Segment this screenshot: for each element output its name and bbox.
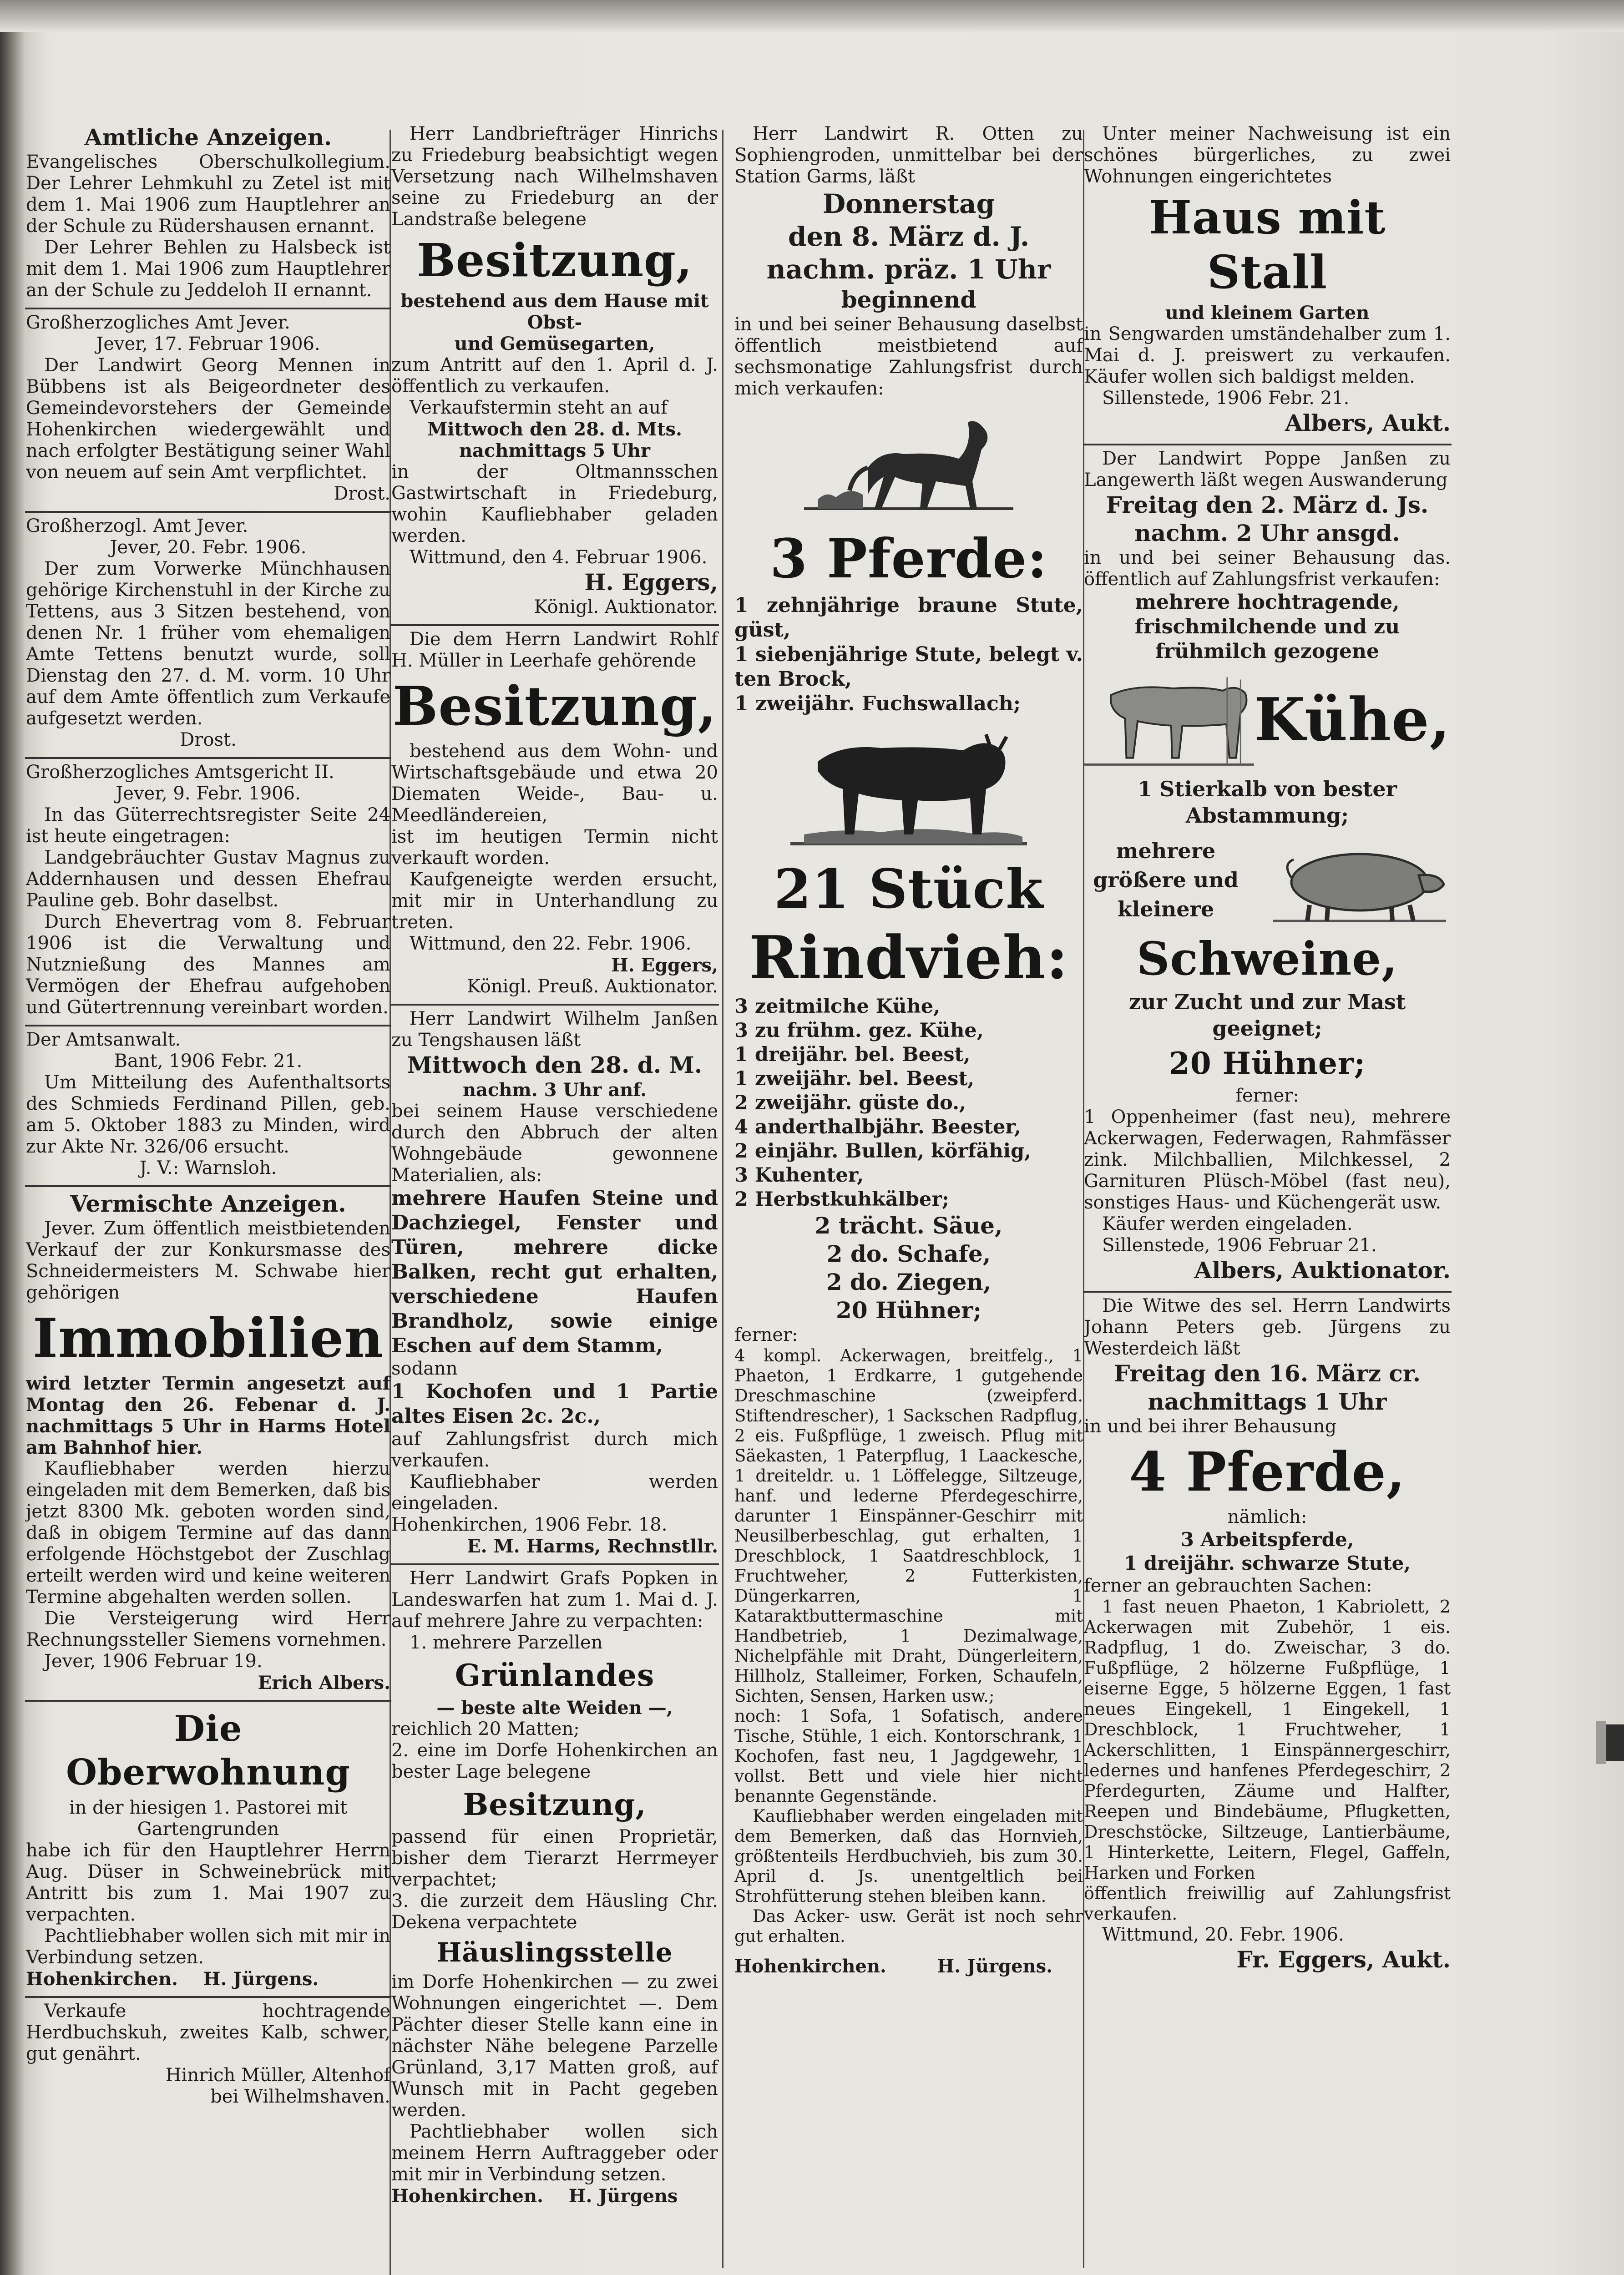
ad-headline: Rindvieh: bbox=[749, 923, 1068, 992]
ad-text: sodann bbox=[391, 1358, 458, 1379]
ad-oberwohnung bbox=[25, 1702, 391, 1998]
ad-item: 2 zweijähr. güste do., bbox=[734, 1092, 966, 1114]
ad-text: in und bei seiner Behausung das. öffentlich auf Zahlungsfrist verkaufen: bbox=[1084, 547, 1451, 590]
ad-text: 1 fast neuen Phaeton, 1 Kabriolett, 2 Ackerwagen mit Zubehör, 1 eis. Radpflug, 1 do. Zweischar, 3 do. Fußpflüge, 2 hölzerne Fußpflüge, 1 eiserne Egge, 5 hölzerne Eggen, 1 fast neues Eingekell, 1 Eingekell, 1 Dreschblock, 1 Fruchtweher, 1 Ackerschlitten, 1 Einspännergeschirr, ledernes und hanfenes Pferdegeschirr, 2 Pferdegurten, Zäume und Halfter, Reepen und Bindebäume, Pflugketten, Dreschstöcke, Siltzeuge, Lantierbäume, 1 Hinterkette, Leitern, Flegel, Gaffeln, Harken und Forken bbox=[1084, 1597, 1451, 1883]
ad-headline: Grünlandes bbox=[455, 1658, 655, 1693]
notice-heading: Großherzogl. Amt Jever. bbox=[26, 516, 248, 536]
ad-besitzung-friedeburg bbox=[390, 121, 719, 626]
ad-headline: Immobilien bbox=[32, 1306, 384, 1370]
ad-headline: 21 Stück bbox=[774, 857, 1044, 920]
ad-text: Die dem Herrn Landwirt Rohlf H. Müller in Leerhafe gehörende bbox=[391, 629, 718, 671]
ad-text: öffentlich freiwillig auf Zahlungsfrist verkaufen. bbox=[1084, 1883, 1451, 1924]
ad-text: Verkaufe hochtragende Herdbuchskuh, zweites Kalb, schwer, gut genährt. bbox=[26, 2001, 390, 2064]
ad-item: 3 zu frühm. gez. Kühe, bbox=[734, 1019, 984, 1042]
notice-signature: Drost. bbox=[334, 483, 390, 504]
ad-item-large: 20 Hühner; bbox=[836, 1297, 981, 1324]
official-notice-amtsgericht bbox=[25, 759, 391, 1026]
cow-illustration bbox=[1084, 667, 1254, 772]
ad-date: Wittmund, den 22. Febr. 1906. bbox=[410, 933, 692, 954]
ad-headline: Besitzung, bbox=[417, 233, 693, 287]
ad-date: Hohenkirchen, 1906 Febr. 18. bbox=[391, 1514, 668, 1535]
scan-edge-tab bbox=[1606, 1724, 1624, 1761]
ad-headline: Kühe, bbox=[1254, 685, 1451, 754]
ad-signature-title: Königl. Preuß. Auktionator. bbox=[467, 976, 718, 997]
ad-subhead: 3 Arbeitspferde, bbox=[1180, 1528, 1354, 1551]
ad-date-line: nachm. 3 Uhr anf. bbox=[462, 1079, 647, 1101]
ad-signature: bei Wilhelmshaven. bbox=[210, 2086, 390, 2107]
ad-list-item: 3. die zurzeit dem Häusling Chr. Dekena verpachtete bbox=[391, 1891, 718, 1933]
ad-text: Jever. Zum öffentlich meistbietenden Verkauf der zur Konkursmasse des Schneidermeisters M. Schwabe hier gehörigen bbox=[26, 1218, 390, 1303]
ad-subhead: zur Zucht und zur Mast geeignet; bbox=[1128, 990, 1406, 1041]
ad-signature-place: Hohenkirchen. bbox=[26, 1968, 178, 1990]
ad-text: Die Versteigerung wird Herr Rechnungssteller Siemens vornehmen. bbox=[26, 1608, 390, 1650]
ad-item-list: mehrere Haufen Steine und Dachziegel, Fenster und Türen, mehrere dicke Balken, recht gut erhalten, verschiedene Haufen Brandholz, sowie einige Eschen auf dem Stamm, bbox=[391, 1187, 718, 1357]
ad-text: in und bei seiner Behausung daselbst öffentlich meistbietend auf sechsmonatige Zahlungsfrist durch mich verkaufen: bbox=[734, 314, 1083, 399]
ad-date-line: Freitag den 16. März cr. bbox=[1113, 1360, 1421, 1387]
ad-headline: Häuslingsstelle bbox=[436, 1937, 673, 1968]
ad-signature: E. M. Harms, Rechnstllr. bbox=[467, 1536, 718, 1557]
ad-immobilien bbox=[25, 1187, 391, 1702]
ad-headline: 3 Pferde: bbox=[769, 527, 1048, 590]
ad-signature-place: Hohenkirchen. bbox=[734, 1956, 886, 1977]
ad-item-large: 2 do. Ziegen, bbox=[826, 1269, 992, 1295]
ad-text: in der hiesigen 1. Pastorei mit Gartengrunden bbox=[69, 1797, 348, 1840]
notice-signature: J. V.: Warnsloh. bbox=[139, 1158, 277, 1178]
notice-text: Evangelisches Oberschulkollegium. Der Lehrer Lehmkuhl zu Zetel ist mit dem 1. Mai 1906 zum Hauptlehrer an der Schule zu Rüdershausen ernannt. bbox=[26, 152, 390, 237]
ad-item-large: 2 do. Schafe, bbox=[826, 1240, 991, 1267]
ad-text: in der Oltmannsschen Gastwirtschaft in Friedeburg, wohin Kaufliebhaber geladen werden. bbox=[391, 461, 718, 546]
ad-text: Kaufliebhaber werden eingeladen mit dem Bemerken, daß das Hornvieh, größtenteils Herdbuchvieh, bis zum 30. April d. Js. unentgeltlich bei Strohfütterung stehen bleiben kann. bbox=[734, 1806, 1083, 1906]
column-3 bbox=[734, 121, 1084, 2259]
ad-text: habe ich für den Hauptlehrer Herrn Aug. Düser in Schweinebrück mit Antritt bis zum 1. Mai 1907 zu verpachten. bbox=[26, 1840, 390, 1925]
notice-date: Jever, 17. Februar 1906. bbox=[96, 334, 320, 354]
horse-illustration bbox=[799, 404, 1018, 522]
ad-text: im Dorfe Hohenkirchen — zu zwei Wohnungen eingerichtet —. Dem Pächter dieser Stelle kann eine in nächster Nähe belegene Parzelle Grünland, 3,17 Matten groß, auf Wunsch mit in Pacht gegeben werden. bbox=[391, 1972, 718, 2121]
ad-date-line: nachm. 2 Uhr ansgd. bbox=[1134, 520, 1400, 546]
notice-text: Der Landwirt Georg Mennen in Bübbens ist als Beigeordneter des Gemeindevorstehers der Gemeinde Hohenkirchen wiedergewählt und nach erfolgter Bestätigung seiner Wahl von neuem auf sein Amt verpflichtet. bbox=[26, 355, 390, 483]
ad-text: noch: 1 Sofa, 1 Sofatisch, andere Tische, Stühle, 1 eich. Kontorschrank, 1 Kochofen, fast neu, 1 Jagdgewehr, 1 vollst. Bett und viele hier nicht benannte Gegenstände. bbox=[734, 1706, 1083, 1806]
official-notice-amt-jever-1 bbox=[25, 309, 391, 513]
notice-heading: Großherzogliches Amt Jever. bbox=[26, 312, 290, 333]
ad-text: Das Acker- usw. Gerät ist noch sehr gut erhalten. bbox=[734, 1906, 1083, 1946]
ad-subhead: 1 dreijähr. schwarze Stute, bbox=[1124, 1552, 1411, 1574]
ad-signature-place: Hohenkirchen. bbox=[391, 2185, 543, 2207]
ad-text: 4 kompl. Ackerwagen, breitfelg., 1 Phaeton, 1 Erdkarre, 1 gutgehende Dreschmaschine (zweipferd. Stiftendrescher), 1 Sackschen Radpflug, 2 eis. Fußpflüge, 1 zweisch. Pflug mit Säekasten, 1 Paterpflug, 1 Laackesche, 1 dreiteldr. u. 1 Löffelegge, Siltzeuge, hanf. und lederne Pferdegeschirre, darunter 1 Einspänner-Geschirr mit Neusilberbeschlag, gut erhalten, 1 Dreschblock, 1 Saatdreschblock, 1 Fruchtweher, 2 Futterkisten, Düngerkarren, 1 Kataraktbuttermaschine mit Handbetrieb, 1 Dezimalwage, Nichelpfähle mit Draht, Düngerleitern, Hillholz, Stalleimer, Forken, Schaufeln, Sichten, Sensen, Harken usw.; bbox=[734, 1346, 1083, 1706]
ad-headline: Haus mit Stall bbox=[1148, 191, 1386, 299]
official-notice-amtsanwalt bbox=[25, 1026, 391, 1187]
ad-herdbuchskuh bbox=[25, 1998, 391, 2114]
column-2 bbox=[390, 121, 719, 2273]
ad-text: wird letzter Termin angesetzt auf Montag den 26. Febenar d. J. nachmittags 5 Uhr in Harms Hotel am Bahnhof hier. bbox=[26, 1373, 390, 1458]
ad-text: bei seinem Hause verschiedene durch den Abbruch der alten Wohngebäude gewonnene Materialien, als: bbox=[391, 1101, 718, 1186]
ad-signature: Albers, Auktionator. bbox=[1194, 1257, 1451, 1284]
ad-signature: Albers, Aukt. bbox=[1285, 410, 1451, 436]
scan-edge-marker bbox=[1596, 1721, 1606, 1764]
ad-signature: Hinrich Müller, Altenhof bbox=[165, 2065, 390, 2086]
ad-signature: Erich Albers. bbox=[258, 1672, 390, 1694]
ad-text: Unter meiner Nachweisung ist ein schönes bürgerliches, zu zwei Wohnungen eingerichtetes bbox=[1084, 123, 1451, 187]
ad-headline: Die Oberwohnung bbox=[66, 1708, 350, 1793]
ad-besitzung-leerhafe bbox=[390, 626, 719, 1006]
ad-date: Sillenstede, 1906 Febr. 21. bbox=[1102, 388, 1350, 409]
ad-text: in Sengwarden umständehalber zum 1. Mai d. J. preiswert zu verkaufen. Käufer wollen sich baldigst melden. bbox=[1084, 324, 1451, 387]
ad-text: Die Witwe des sel. Herrn Landwirts Johann Peters geb. Jürgens zu Westerdeich läßt bbox=[1084, 1295, 1451, 1359]
ad-verpachtung-popken bbox=[390, 1565, 719, 2213]
ad-otten-auction bbox=[734, 121, 1084, 1983]
ad-date-line: Donnerstag bbox=[822, 188, 995, 219]
ad-text: Kaufgeneigte werden ersucht, mit mir in Unterhandlung zu treten. bbox=[391, 869, 718, 933]
ad-signature-name: H. Jürgens. bbox=[937, 1956, 1053, 1977]
ad-item-list: 1 Kochofen und 1 Partie altes Eisen 2c. 2c., bbox=[391, 1380, 718, 1428]
column-1 bbox=[25, 121, 391, 2273]
ad-text: Pachtliebhaber wollen sich meinem Herrn Auftraggeber oder mit mir in Verbindung setzen. bbox=[391, 2121, 718, 2185]
bull-illustration bbox=[790, 721, 1027, 853]
ad-subhead: mehrere hochtragende, frischmilchende und zu frühmilch gezogene bbox=[1134, 591, 1400, 663]
ad-list-item: 2. eine im Dorfe Hohenkirchen an bester Lage belegene bbox=[391, 1740, 718, 1782]
ad-list-item: 1. mehrere Parzellen bbox=[410, 1632, 603, 1653]
ad-item: 2 einjähr. Bullen, körfähig, bbox=[734, 1140, 1032, 1163]
ad-text: Herr Landwirt Grafs Popken in Landeswarfen hat zum 1. Mai d. J. auf mehrere Jahre zu verpachten: bbox=[391, 1568, 718, 1632]
ad-text: in und bei ihrer Behausung bbox=[1084, 1416, 1337, 1437]
ad-date-line: nachmittags 5 Uhr bbox=[459, 440, 651, 461]
ad-date-line: beginnend bbox=[841, 286, 976, 313]
section-heading: Vermischte Anzeigen. bbox=[70, 1190, 346, 1217]
ad-signature: H. Eggers, bbox=[611, 955, 718, 976]
ad-subhead: größere und bbox=[1093, 868, 1239, 892]
ad-date-line: Freitag den 2. März d. Js. bbox=[1106, 491, 1429, 518]
notice-text: In das Güterrechtsregister Seite 24 ist heute eingetragen: bbox=[26, 804, 390, 847]
ad-item: 1 zweijähr. Fuchswallach; bbox=[734, 692, 1021, 715]
ad-headline: 4 Pferde, bbox=[1129, 1440, 1406, 1503]
ad-text: Herr Landbriefträger Hinrichs zu Friedeburg beabsichtigt wegen Versetzung nach Wilhelmshaven seine zu Friedeburg an der Landstraße belegene bbox=[391, 123, 718, 230]
column-rule bbox=[722, 130, 723, 2268]
notice-text: Der zum Vorwerke Münchhausen gehörige Kirchenstuhl in der Kirche zu Tettens, aus 3 Sitzen bestehend, von denen Nr. 1 früher vom ehemaligen Amte Tettens benutzt wurde, soll Dienstag den 27. d. M. vorm. 10 Uhr auf dem Amte öffentlich zum Verkaufe aufgesetzt werden. bbox=[26, 558, 390, 729]
ad-text: reichlich 20 Matten; bbox=[391, 1719, 580, 1739]
ad-subhead: und Gemüsegarten, bbox=[454, 333, 655, 354]
ad-text: Herr Landwirt R. Otten zu Sophiengroden, unmittelbar bei der Station Garms, läßt bbox=[734, 123, 1083, 187]
ad-signature-title: Königl. Auktionator. bbox=[534, 597, 718, 617]
notice-heading: Großherzogliches Amtsgericht II. bbox=[26, 762, 334, 783]
ad-text: ferner: bbox=[734, 1325, 798, 1345]
ad-text: nämlich: bbox=[1227, 1507, 1307, 1527]
official-notice-amt-jever-2 bbox=[25, 513, 391, 759]
ad-date: Sillenstede, 1906 Februar 21. bbox=[1102, 1235, 1377, 1256]
ad-headline: Schweine, bbox=[1137, 932, 1398, 986]
ad-text: Der Landwirt Poppe Janßen zu Langewerth läßt wegen Auswanderung bbox=[1084, 448, 1451, 490]
section-heading: Amtliche Anzeigen. bbox=[84, 124, 332, 151]
notice-heading: Der Amtsanwalt. bbox=[26, 1029, 181, 1050]
ad-date-line: nachm. präz. 1 Uhr bbox=[766, 254, 1051, 285]
ad-item: 3 zeitmilche Kühe, bbox=[734, 995, 941, 1018]
ad-text: zum Antritt auf den 1. April d. J. öffentlich zu verkaufen. bbox=[391, 354, 718, 397]
ad-text: 1 Oppenheimer (fast neu), mehrere Ackerwagen, Federwagen, Rahmfässer zink. Milchballien, Milchkessel, 2 Garnituren Plüsch-Möbel (fast neu), sonstiges Haus- und Küchengerät usw. bbox=[1084, 1107, 1451, 1213]
ad-subhead: mehrere bbox=[1116, 839, 1216, 863]
ad-headline: Besitzung, bbox=[463, 1787, 647, 1822]
ad-subhead: und kleinem Garten bbox=[1165, 302, 1370, 324]
notice-date: Jever, 20. Febr. 1906. bbox=[110, 537, 307, 558]
ad-item: 1 zweijähr. bel. Beest, bbox=[734, 1067, 975, 1090]
ad-signature: Fr. Eggers, Aukt. bbox=[1236, 1946, 1451, 1973]
ad-text: ferner: bbox=[1235, 1085, 1299, 1106]
ad-date: Wittmund, den 4. Februar 1906. bbox=[410, 547, 708, 568]
ad-text: Pachtliebhaber wollen sich mit mir in Verbindung setzen. bbox=[26, 1926, 390, 1968]
ad-date: Wittmund, 20. Febr. 1906. bbox=[1102, 1924, 1344, 1945]
ad-text: Käufer werden eingeladen. bbox=[1102, 1213, 1353, 1234]
ad-subhead: bestehend aus dem Hause mit Obst- bbox=[400, 290, 709, 333]
column-4 bbox=[1083, 121, 1452, 2259]
ad-date-line: nachmittags 1 Uhr bbox=[1148, 1388, 1387, 1415]
ad-text: bestehend aus dem Wohn- und Wirtschaftsgebäude und etwa 20 Diematen Weide-, Bau- u. Meedländereien, bbox=[391, 741, 718, 826]
ad-text: Verkaufstermin steht an auf bbox=[410, 397, 668, 418]
notice-text: Um Mitteilung des Aufenthaltsorts des Schmieds Ferdinand Pillen, geb. am 5. Oktober 1883 zu Minden, wird zur Akte Nr. 326/06 ersucht. bbox=[26, 1072, 390, 1157]
ad-headline: 20 Hühner; bbox=[1169, 1046, 1366, 1081]
ad-item-large: 2 trächt. Säue, bbox=[815, 1212, 1003, 1239]
ad-text: Herr Landwirt Wilhelm Janßen zu Tengshausen läßt bbox=[391, 1008, 718, 1051]
ad-item: 2 Herbstkuhkälber; bbox=[734, 1188, 949, 1211]
ad-signature-name: H. Jürgens bbox=[568, 2185, 678, 2207]
ad-materialien-tengshausen bbox=[390, 1006, 719, 1565]
ad-date-line: Mittwoch den 28. d. M. bbox=[407, 1052, 703, 1078]
ad-signature-name: H. Jürgens. bbox=[203, 1968, 319, 1990]
ad-text: Kaufliebhaber werden hierzu eingeladen mit dem Bemerken, daß bis jetzt 8300 Mk. geboten worden sind, daß in obigem Termine auf das dann erfolgende Höchstgebot der Zuschlag erteilt werden wird und keine weiteren Termine abgehalten werden sollen. bbox=[26, 1458, 390, 1608]
ad-item: 1 zehnjährige braune Stute, güst, bbox=[734, 594, 1083, 642]
ad-date-line: den 8. März d. J. bbox=[788, 221, 1030, 252]
ad-janssen-auction bbox=[1083, 445, 1452, 1293]
ad-headline: Besitzung, bbox=[392, 674, 717, 738]
notice-date: Bant, 1906 Febr. 21. bbox=[114, 1051, 303, 1072]
ad-date-line: Mittwoch den 28. d. Mts. bbox=[427, 419, 682, 440]
ad-text: ferner an gebrauchten Sachen: bbox=[1084, 1575, 1372, 1596]
page-top-edge bbox=[0, 0, 1624, 32]
ad-date: Jever, 1906 Februar 19. bbox=[44, 1651, 263, 1672]
ad-item: 1 dreijähr. bel. Beest, bbox=[734, 1043, 971, 1066]
official-notice-school bbox=[25, 121, 391, 309]
notice-text: Der Lehrer Behlen zu Halsbeck ist mit dem 1. Mai 1906 zum Hauptlehrer an der Schule zu Jeddeloh II ernannt. bbox=[26, 237, 390, 301]
ad-haus-mit-stall bbox=[1083, 121, 1452, 445]
notice-date: Jever, 9. Febr. 1906. bbox=[116, 783, 301, 804]
ad-peters-auction bbox=[1083, 1293, 1452, 1980]
ad-text: Kaufliebhaber werden eingeladen. bbox=[391, 1471, 718, 1514]
ad-item: 3 Kuhenter, bbox=[734, 1164, 864, 1187]
ad-subhead: 1 Stierkalb von bester Abstammung; bbox=[1138, 777, 1397, 828]
ad-item: 1 siebenjährige Stute, belegt v. ten Brock, bbox=[734, 643, 1083, 691]
ad-item: 4 anderthalbjähr. Beester, bbox=[734, 1116, 1021, 1138]
ad-subhead: kleinere bbox=[1117, 897, 1214, 921]
ad-subhead: — beste alte Weiden —, bbox=[436, 1697, 673, 1719]
notice-text: Landgebräuchter Gustav Magnus zu Addernhausen und dessen Ehefrau Pauline geb. Bohr daselbst. bbox=[26, 847, 390, 911]
ad-text: auf Zahlungsfrist durch mich verkaufen. bbox=[391, 1429, 718, 1471]
ad-text: passend für einen Proprietär, bisher dem Tierarzt Herrmeyer verpachtet; bbox=[391, 1826, 718, 1890]
notice-text: Durch Ehevertrag vom 8. Februar 1906 ist die Verwaltung und Nutznießung des Mannes am Vermögen der Ehefrau aufgehoben und Gütertrennung vereinbart worden. bbox=[26, 911, 390, 1018]
ad-text: ist im heutigen Termin nicht verkauft worden. bbox=[391, 826, 718, 869]
ad-signature: H. Eggers, bbox=[584, 569, 718, 596]
notice-signature: Drost. bbox=[180, 729, 237, 750]
pig-illustration bbox=[1269, 832, 1451, 928]
